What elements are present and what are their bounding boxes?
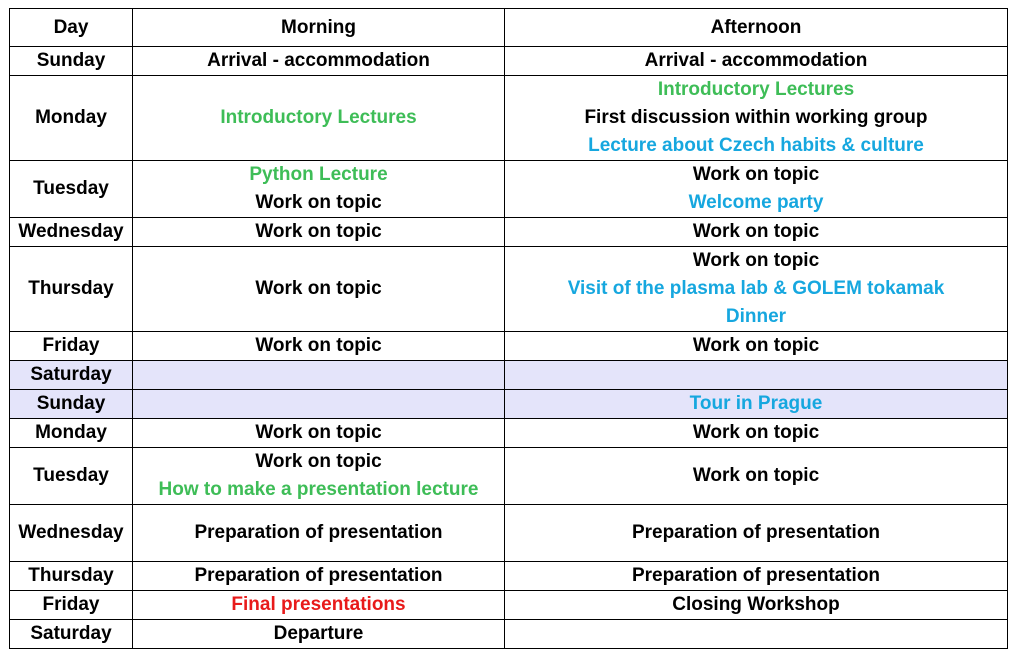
table-row [10, 332, 1008, 361]
morning-cell [133, 247, 505, 332]
afternoon-activity: Closing Workshop [672, 594, 840, 615]
morning-cell [133, 505, 505, 562]
day-cell: Thursday [10, 562, 133, 591]
morning-activity: Work on topic [255, 451, 382, 472]
morning-cell [133, 47, 505, 76]
day-cell: Tuesday [10, 448, 133, 505]
day-cell: Sunday [10, 390, 133, 419]
table-row [10, 76, 1008, 161]
morning-activity: Preparation of presentation [194, 522, 443, 543]
afternoon-activity: Introductory Lectures [657, 79, 855, 100]
morning-activity: Work on topic [255, 335, 382, 356]
header-row [10, 9, 1008, 47]
afternoon-activity: Preparation of presentation [631, 522, 881, 543]
day-cell: Monday [10, 76, 133, 161]
afternoon-cell [505, 361, 1008, 390]
morning-activity: Python Lecture [249, 164, 388, 185]
afternoon-activity: Tour in Prague [689, 393, 823, 414]
table-row [10, 591, 1008, 620]
table-row [10, 361, 1008, 390]
afternoon-activity: Work on topic [692, 465, 820, 486]
table-row [10, 161, 1008, 218]
afternoon-activity: Work on topic [692, 335, 820, 356]
day-cell: Saturday [10, 361, 133, 390]
day-cell: Tuesday [10, 161, 133, 218]
afternoon-activity: Preparation of presentation [631, 565, 881, 586]
header-afternoon: Afternoon [505, 9, 1008, 47]
afternoon-activity: First discussion within working group [584, 107, 928, 128]
schedule-body [10, 9, 1008, 649]
table-row [10, 390, 1008, 419]
table-row [10, 448, 1008, 505]
morning-activity: Work on topic [255, 278, 382, 299]
table-row [10, 505, 1008, 562]
morning-activity: Final presentations [231, 594, 406, 615]
day-cell: Friday [10, 332, 133, 361]
table-row [10, 218, 1008, 247]
day-cell: Friday [10, 591, 133, 620]
afternoon-cell [505, 76, 1008, 161]
afternoon-cell [505, 332, 1008, 361]
afternoon-cell [505, 390, 1008, 419]
afternoon-cell [505, 562, 1008, 591]
morning-activity: Work on topic [255, 192, 382, 213]
day-cell: Sunday [10, 47, 133, 76]
morning-activity: How to make a presentation lecture [158, 479, 479, 500]
morning-activity: Preparation of presentation [194, 565, 443, 586]
morning-cell [133, 620, 505, 649]
morning-activity: Introductory Lectures [220, 107, 417, 128]
table-row [10, 620, 1008, 649]
day-cell: Thursday [10, 247, 133, 332]
header-day: Day [10, 9, 133, 47]
afternoon-cell [505, 419, 1008, 448]
morning-activity: Work on topic [255, 221, 382, 242]
afternoon-cell [505, 247, 1008, 332]
afternoon-cell [505, 161, 1008, 218]
table-row [10, 419, 1008, 448]
afternoon-activity: Work on topic [692, 250, 820, 271]
afternoon-cell [505, 218, 1008, 247]
afternoon-activity: Arrival - accommodation [644, 50, 868, 71]
day-cell: Wednesday [10, 505, 133, 562]
afternoon-activity: Work on topic [692, 164, 820, 185]
morning-cell [133, 76, 505, 161]
morning-activity: Work on topic [255, 422, 382, 443]
afternoon-cell [505, 505, 1008, 562]
afternoon-activity: Welcome party [688, 192, 824, 213]
day-cell: Saturday [10, 620, 133, 649]
day-cell: Wednesday [10, 218, 133, 247]
afternoon-activity: Work on topic [692, 221, 820, 242]
afternoon-cell [505, 620, 1008, 649]
morning-cell [133, 448, 505, 505]
afternoon-activity: Dinner [725, 306, 787, 327]
morning-activity: Arrival - accommodation [207, 50, 430, 71]
morning-cell [133, 361, 505, 390]
morning-cell [133, 161, 505, 218]
schedule-table [9, 8, 1008, 649]
afternoon-cell [505, 47, 1008, 76]
table-row [10, 247, 1008, 332]
day-cell: Monday [10, 419, 133, 448]
morning-cell [133, 218, 505, 247]
morning-cell [133, 390, 505, 419]
morning-cell [133, 332, 505, 361]
table-row [10, 47, 1008, 76]
header-morning: Morning [133, 9, 505, 47]
afternoon-activity: Lecture about Czech habits & culture [588, 135, 924, 156]
afternoon-activity: Work on topic [692, 422, 820, 443]
afternoon-cell [505, 448, 1008, 505]
afternoon-cell [505, 591, 1008, 620]
morning-activity: Departure [273, 623, 364, 644]
morning-cell [133, 591, 505, 620]
afternoon-activity: Visit of the plasma lab & GOLEM tokamak [567, 278, 945, 299]
table-row [10, 562, 1008, 591]
morning-cell [133, 562, 505, 591]
morning-cell [133, 419, 505, 448]
